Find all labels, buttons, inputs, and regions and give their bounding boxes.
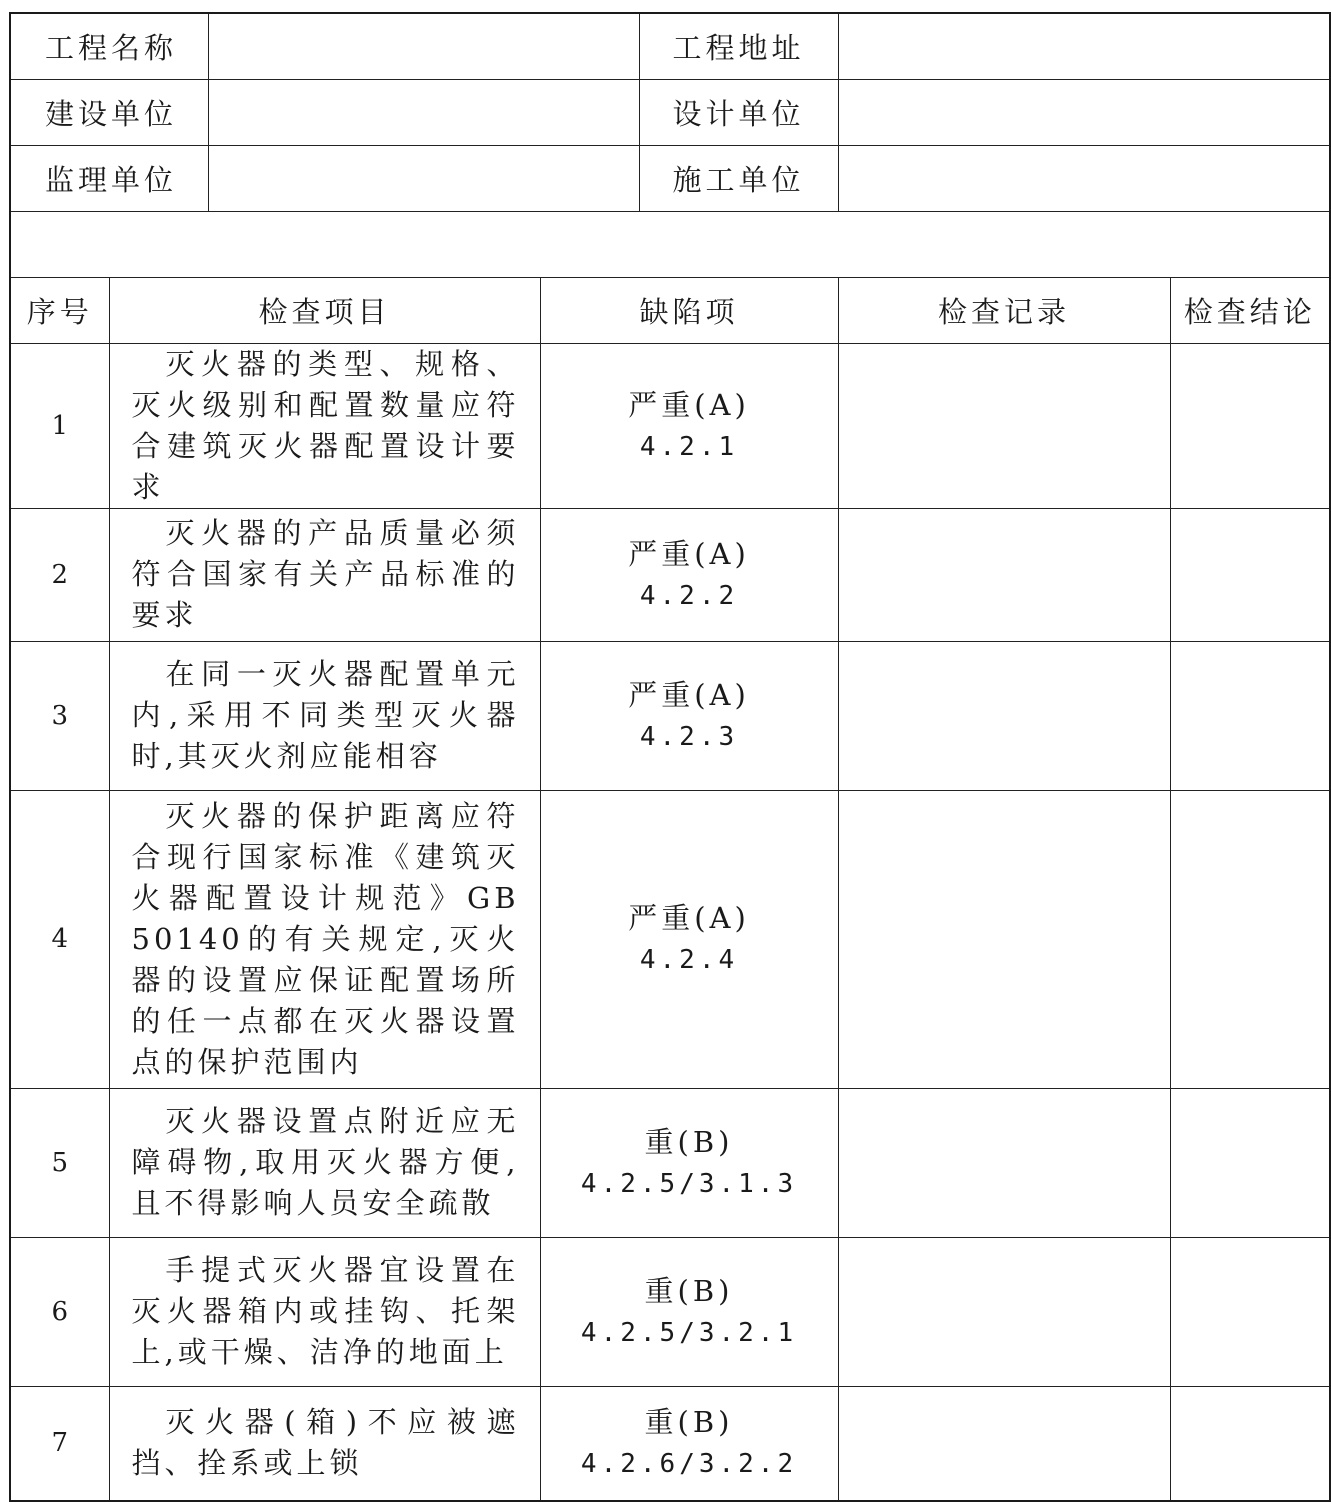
row-defect-level: 严重(A) [628,387,750,422]
row-seq: 4 [10,790,109,1088]
row-record-field[interactable] [838,641,1170,790]
builder-unit-field[interactable] [838,145,1330,211]
row-defect-code: 4.2.5/3.1.3 [580,1168,798,1199]
row-defect [540,1088,838,1237]
row-conclusion-field[interactable] [1170,1237,1330,1386]
row-check-item-text: 灭火器的类型、规格、灭火级别和配置数量应符合建筑灭火器配置设计要求 [131,346,520,504]
table-row [10,790,1330,1088]
blank-row [10,211,1330,277]
blank-cell[interactable] [10,211,1330,277]
row-record-field[interactable] [838,508,1170,641]
header-defect: 缺陷项 [540,277,838,343]
row-seq: 1 [10,343,109,508]
row-defect [540,343,838,508]
row-defect-code: 4.2.5/3.2.1 [580,1317,798,1348]
row-defect [540,790,838,1088]
row-conclusion-field[interactable] [1170,1386,1330,1501]
row-conclusion-field[interactable] [1170,508,1330,641]
table-row [10,343,1330,508]
builder-unit-label: 施工单位 [639,145,838,211]
row-check-item [109,641,540,790]
row-record-field[interactable] [838,1386,1170,1501]
info-row-1 [10,13,1330,79]
row-record-field[interactable] [838,790,1170,1088]
header-seq: 序号 [10,277,109,343]
row-defect-code: 4.2.1 [639,431,739,462]
row-check-item-text: 灭火器(箱)不应被遮挡、拴系或上锁 [131,1405,520,1481]
row-defect-level: 严重(A) [628,901,750,935]
table-row [10,1237,1330,1386]
supervision-unit-field[interactable] [208,145,639,211]
row-check-item [109,1088,540,1237]
info-row-3 [10,145,1330,211]
row-check-item [109,1237,540,1386]
row-defect [540,641,838,790]
row-defect [540,1237,838,1386]
info-row-2 [10,79,1330,145]
row-check-item [109,508,540,641]
project-address-label: 工程地址 [639,13,838,79]
supervision-unit-label: 监理单位 [10,145,208,211]
inspection-table [9,12,1331,1502]
row-seq: 7 [10,1386,109,1501]
inspection-form [9,12,1316,1502]
row-defect [540,1386,838,1501]
row-defect-level: 重(B) [644,1124,734,1159]
row-check-item [109,790,540,1088]
table-row [10,1386,1330,1501]
project-address-field[interactable] [838,13,1330,79]
row-check-item-text: 手提式灭火器宜设置在灭火器箱内或挂钩、托架上,或干燥、洁净的地面上 [131,1253,520,1369]
row-defect-level: 重(B) [644,1405,734,1440]
table-row [10,641,1330,790]
row-check-item-text: 灭火器的保护距离应符合现行国家标准《建筑灭火器配置设计规范》GB 50140的有关规定,灭火器的设置应保证配置场所的任一点都在灭火器设置点的保护范围内 [131,798,520,1079]
row-defect-code: 4.2.4 [639,945,739,975]
header-conclusion: 检查结论 [1170,277,1330,343]
row-conclusion-field[interactable] [1170,343,1330,508]
header-record: 检查记录 [838,277,1170,343]
design-unit-label: 设计单位 [639,79,838,145]
row-seq: 5 [10,1088,109,1237]
table-row [10,1088,1330,1237]
row-conclusion-field[interactable] [1170,790,1330,1088]
construction-unit-label: 建设单位 [10,79,208,145]
project-name-label: 工程名称 [10,13,208,79]
table-row [10,508,1330,641]
row-check-item-text: 在同一灭火器配置单元内,采用不同类型灭火器时,其灭火剂应能相容 [131,657,520,773]
row-defect-level: 重(B) [644,1273,734,1308]
row-record-field[interactable] [838,1237,1170,1386]
row-defect-code: 4.2.6/3.2.2 [580,1449,798,1480]
row-record-field[interactable] [838,343,1170,508]
project-name-field[interactable] [208,13,639,79]
check-rows [10,343,1330,1501]
row-check-item-text: 灭火器的产品质量必须符合国家有关产品标准的要求 [131,516,520,632]
row-check-item [109,1386,540,1501]
row-conclusion-field[interactable] [1170,641,1330,790]
row-check-item-text: 灭火器设置点附近应无障碍物,取用灭火器方便,且不得影响人员安全疏散 [131,1104,520,1220]
construction-unit-field[interactable] [208,79,639,145]
row-record-field[interactable] [838,1088,1170,1237]
row-defect [540,508,838,641]
row-conclusion-field[interactable] [1170,1088,1330,1237]
row-defect-level: 严重(A) [628,536,750,571]
row-seq: 2 [10,508,109,641]
row-seq: 3 [10,641,109,790]
design-unit-field[interactable] [838,79,1330,145]
row-defect-code: 4.2.2 [639,580,739,611]
row-check-item [109,343,540,508]
row-seq: 6 [10,1237,109,1386]
column-header-row [10,277,1330,343]
header-item: 检查项目 [109,277,540,343]
row-defect-code: 4.2.3 [639,721,739,752]
row-defect-level: 严重(A) [628,677,750,712]
